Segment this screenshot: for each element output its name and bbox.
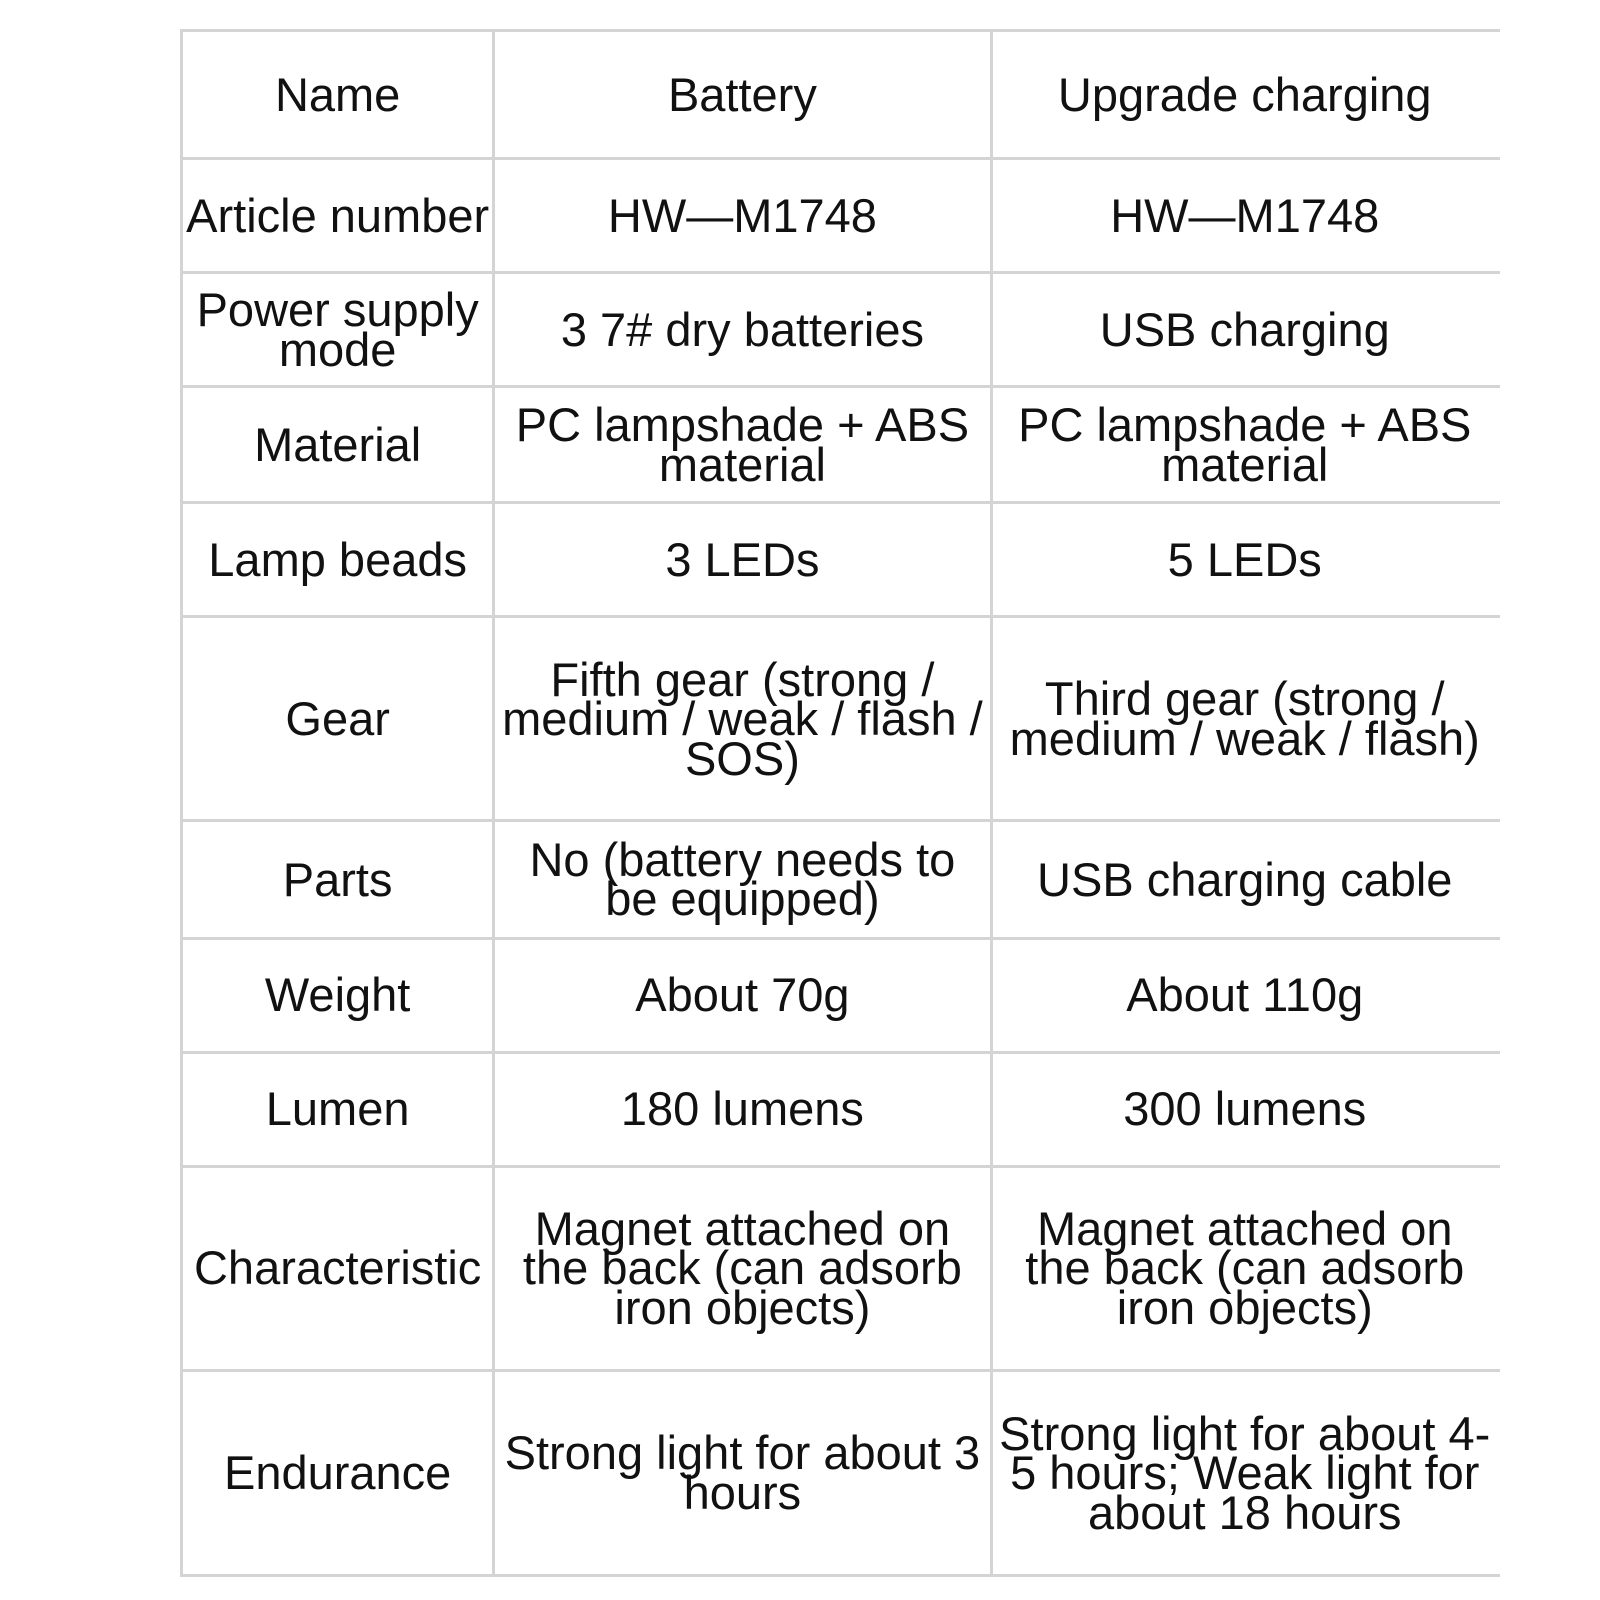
table-row bbox=[182, 1166, 1499, 1370]
row-label: Parts bbox=[182, 821, 494, 938]
row-battery-value: HW—M1748 bbox=[494, 159, 991, 273]
row-upgrade-value: Magnet attached on the back (can adsorb iron objects) bbox=[991, 1166, 1499, 1370]
table-row bbox=[182, 1370, 1499, 1575]
row-label: Gear bbox=[182, 617, 494, 821]
table-row bbox=[182, 387, 1499, 503]
row-battery-value: Fifth gear (strong / medium / weak / flash / SOS) bbox=[494, 617, 991, 821]
table-row bbox=[182, 821, 1499, 938]
table-row bbox=[182, 1052, 1499, 1166]
row-battery-value: PC lampshade + ABS material bbox=[494, 387, 991, 503]
row-label: Lumen bbox=[182, 1052, 494, 1166]
row-upgrade-value: Third gear (strong / medium / weak / flash) bbox=[991, 617, 1499, 821]
header-upgrade-charging-cell: Upgrade charging bbox=[991, 31, 1499, 159]
row-battery-value: 3 LEDs bbox=[494, 503, 991, 617]
spec-comparison-table bbox=[180, 29, 1500, 1577]
table-row bbox=[182, 273, 1499, 387]
row-label: Article number bbox=[182, 159, 494, 273]
table-row bbox=[182, 617, 1499, 821]
row-label: Endurance bbox=[182, 1370, 494, 1575]
table-row bbox=[182, 159, 1499, 273]
row-upgrade-value: Strong light for about 4-5 hours; Weak light for about 18 hours bbox=[991, 1370, 1499, 1575]
row-label: Characteristic bbox=[182, 1166, 494, 1370]
header-name-cell: Name bbox=[182, 31, 494, 159]
row-label: Weight bbox=[182, 938, 494, 1052]
row-upgrade-value: USB charging bbox=[991, 273, 1499, 387]
row-upgrade-value: About 110g bbox=[991, 938, 1499, 1052]
row-battery-value: About 70g bbox=[494, 938, 991, 1052]
row-upgrade-value: 300 lumens bbox=[991, 1052, 1499, 1166]
row-upgrade-value: PC lampshade + ABS material bbox=[991, 387, 1499, 503]
row-battery-value: Magnet attached on the back (can adsorb iron objects) bbox=[494, 1166, 991, 1370]
row-battery-value: 180 lumens bbox=[494, 1052, 991, 1166]
row-battery-value: 3 7# dry batteries bbox=[494, 273, 991, 387]
table-header-row bbox=[182, 31, 1499, 159]
row-battery-value: Strong light for about 3 hours bbox=[494, 1370, 991, 1575]
header-battery-cell: Battery bbox=[494, 31, 991, 159]
row-upgrade-value: USB charging cable bbox=[991, 821, 1499, 938]
row-label: Power supply mode bbox=[182, 273, 494, 387]
table-row bbox=[182, 938, 1499, 1052]
row-upgrade-value: HW—M1748 bbox=[991, 159, 1499, 273]
row-upgrade-value: 5 LEDs bbox=[991, 503, 1499, 617]
row-battery-value: No (battery needs to be equipped) bbox=[494, 821, 991, 938]
row-label: Material bbox=[182, 387, 494, 503]
row-label: Lamp beads bbox=[182, 503, 494, 617]
table-row bbox=[182, 503, 1499, 617]
